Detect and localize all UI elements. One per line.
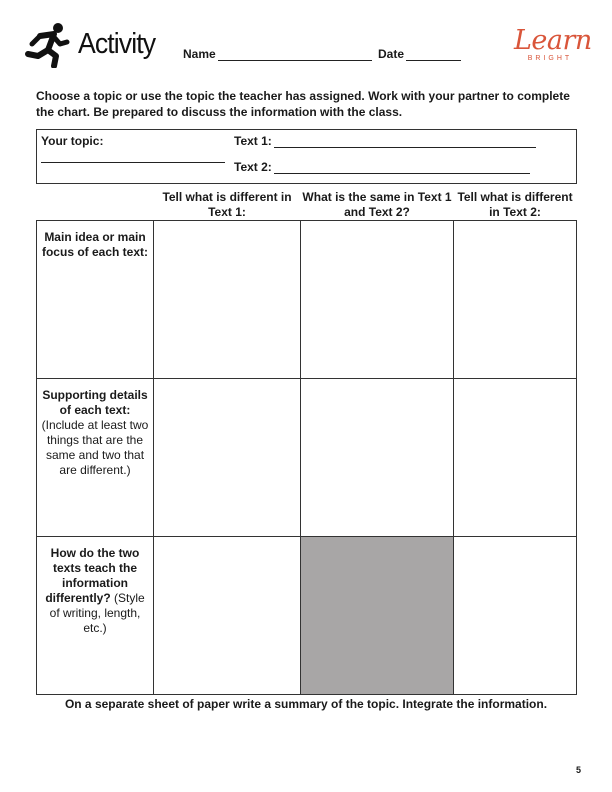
cell-details-different-text1[interactable]: [154, 379, 301, 537]
row-label-supporting-details: [37, 379, 154, 537]
logo-word: Learn: [514, 25, 592, 56]
column-header-different-text2: Tell what is different in Text 2:: [457, 190, 573, 219]
row-label-text: How do the two texts teach the information differently?: [45, 546, 140, 605]
date-field[interactable]: [406, 47, 461, 61]
column-header-different-text1: Tell what is different in Text 1:: [162, 190, 292, 219]
column-header-same: What is the same in Text 1 and Text 2?: [302, 190, 452, 219]
text2-field[interactable]: [274, 160, 530, 174]
row-label-note: (Include at least two things that are the same and two that are different.): [41, 418, 149, 477]
name-label: Name: [183, 47, 216, 61]
cell-main-idea-different-text2[interactable]: [454, 221, 577, 379]
row-label-main-idea: [37, 221, 154, 379]
table-row: [37, 221, 577, 379]
cell-details-same[interactable]: [301, 379, 454, 537]
name-field[interactable]: [218, 47, 372, 61]
learn-bright-logo: [514, 25, 592, 62]
cell-details-different-text2[interactable]: [454, 379, 577, 537]
logo-subtitle: BRIGHT: [527, 55, 573, 62]
table-row: [37, 537, 577, 695]
topic-label: Your topic:: [41, 134, 104, 148]
row-label-teach-differently: [37, 537, 154, 695]
text1-label: Text 1:: [234, 134, 272, 148]
row-label-text: Main idea or main focus of each text:: [41, 230, 149, 259]
date-label: Date: [378, 47, 405, 61]
row-label-note: (Style of writing, length, etc.): [49, 591, 145, 635]
page-number: 5: [576, 765, 582, 775]
cell-teach-different-text2[interactable]: [454, 537, 577, 695]
table-row: [37, 379, 577, 537]
cell-teach-different-text1[interactable]: [154, 537, 301, 695]
row-label-text: Supporting details of each text:: [42, 388, 148, 417]
cell-main-idea-same[interactable]: [301, 221, 454, 379]
text1-field[interactable]: [274, 134, 536, 148]
cell-main-idea-different-text1[interactable]: [154, 221, 301, 379]
text2-label: Text 2:: [234, 160, 272, 174]
page-title: Activity: [78, 28, 156, 60]
comparison-chart: [36, 220, 577, 695]
topic-field[interactable]: [41, 149, 225, 163]
instructions: Choose a topic or use the topic the teacher has assigned. Work with your partner to complete the chart. Be prepared to discuss the information with the class.: [36, 89, 570, 119]
cell-teach-same-shaded: [301, 537, 454, 695]
summary-instruction: On a separate sheet of paper write a summary of the topic. Integrate the information.: [64, 697, 548, 711]
running-person-icon: [22, 22, 70, 68]
